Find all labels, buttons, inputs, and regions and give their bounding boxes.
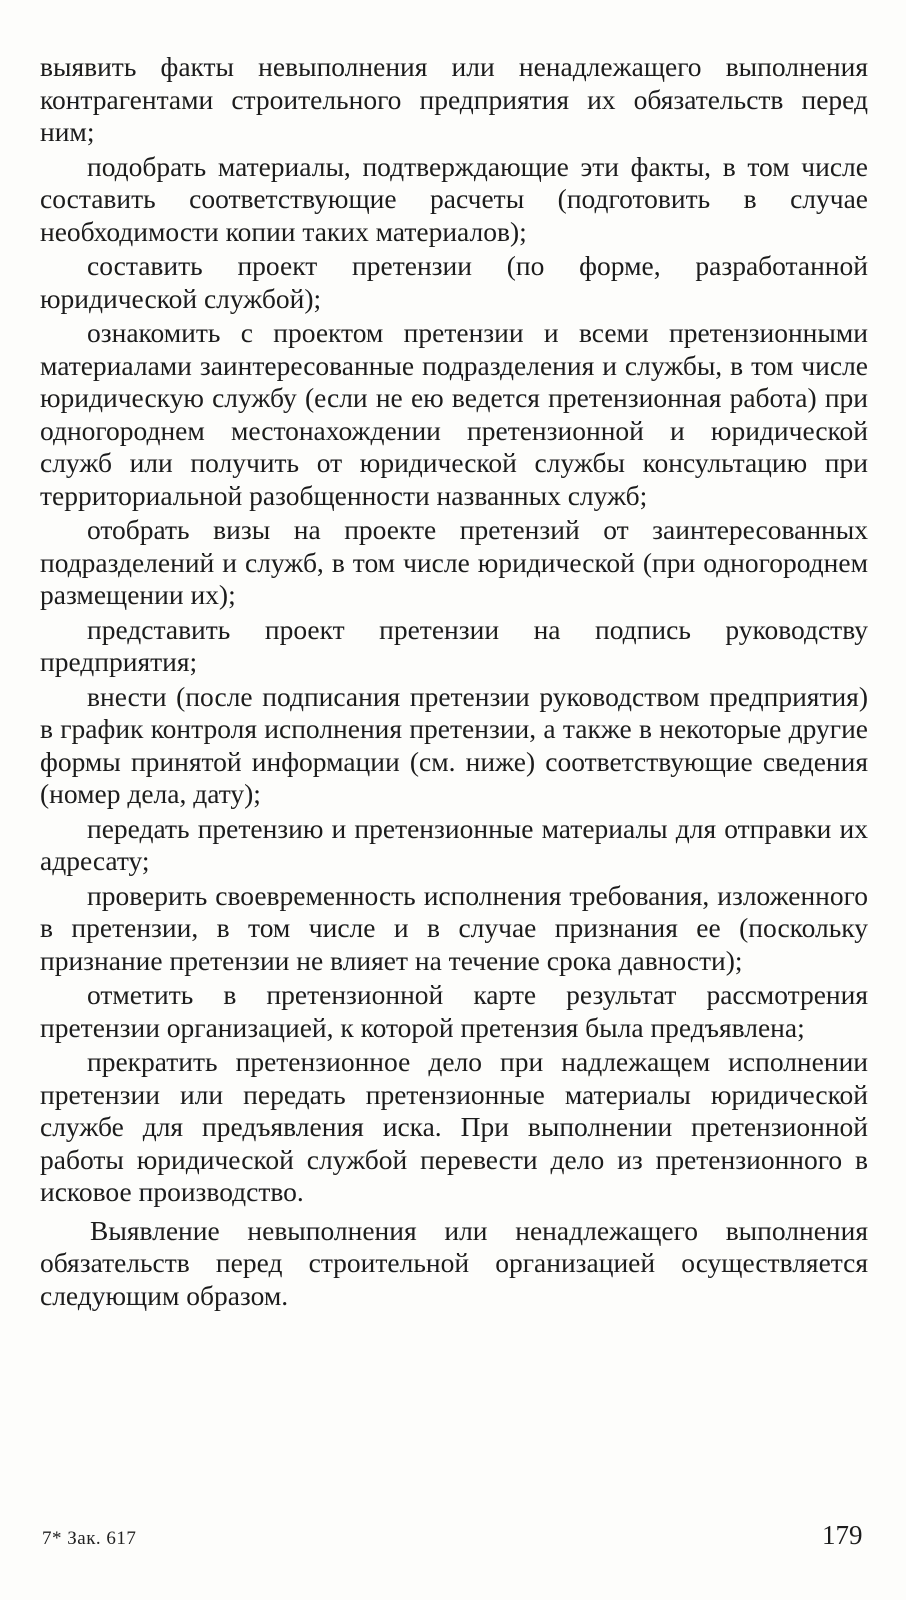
body-text xyxy=(40,51,868,1314)
paragraph-5: отобрать визы на проекте претензий от заинтересованных подразделений и служб, в том числе юридической (при одногороднем размещении их); xyxy=(40,514,868,610)
paragraph-8: передать претензию и претензионные материалы для отправки их адресату; xyxy=(40,812,868,876)
paragraph-11: прекратить претензионное дело при надлежащем исполнении претензии или передать претензионные материалы юридической службе для предъявления иска. При выполнении претензионной работы юридической службой перевести дело из претензионного в исковое производство. xyxy=(40,1046,868,1207)
printer-signature-mark: 7* Зак. 617 xyxy=(42,1528,137,1549)
paragraph-4: ознакомить с проектом претензии и всеми претензионными материалами заинтересованные подразделения и службы, в том числе юридическую службу (если не ею ведется претензионная работа) при одногороднем местонахождении претензионной и юридической служб или получить от юридической службы консультацию при территориальной разобщенности названных служб; xyxy=(40,317,868,511)
paragraph-1: выявить факты невыполнения или ненадлежащего выполнения контрагентами строительного предприятия их обязательств перед ним; xyxy=(40,51,868,147)
paragraph-9: проверить своевременность исполнения требования, изложенного в претензии, в том числе и в случае признания ее (поскольку признание претензии не влияет на течение срока давности); xyxy=(40,879,868,976)
page-number: 179 xyxy=(822,1520,863,1550)
paragraph-12: Выявление невыполнения или ненадлежащего выполнения обязательств перед строительной организацией осуществляется следующим образом. xyxy=(40,1214,868,1311)
paragraph-6: представить проект претензии на подпись руководству предприятия; xyxy=(40,613,868,677)
paragraph-7: внести (после подписания претензии руководством предприятия) в график контроля исполнения претензии, а также в некоторые другие формы принятой информации (см. ниже) соответствующие сведения (номер дела, дату); xyxy=(40,680,868,809)
paragraph-3: составить проект претензии (по форме, разработанной юридической службой); xyxy=(40,250,868,314)
paragraph-2: подобрать материалы, подтверждающие эти факты, в том числе составить соответствующие расчеты (подготовить в случае необходимости копии таких материалов); xyxy=(40,150,868,247)
paragraph-10: отметить в претензионной карте результат рассмотрения претензии организацией, к которой претензия была предъявлена; xyxy=(40,979,868,1043)
